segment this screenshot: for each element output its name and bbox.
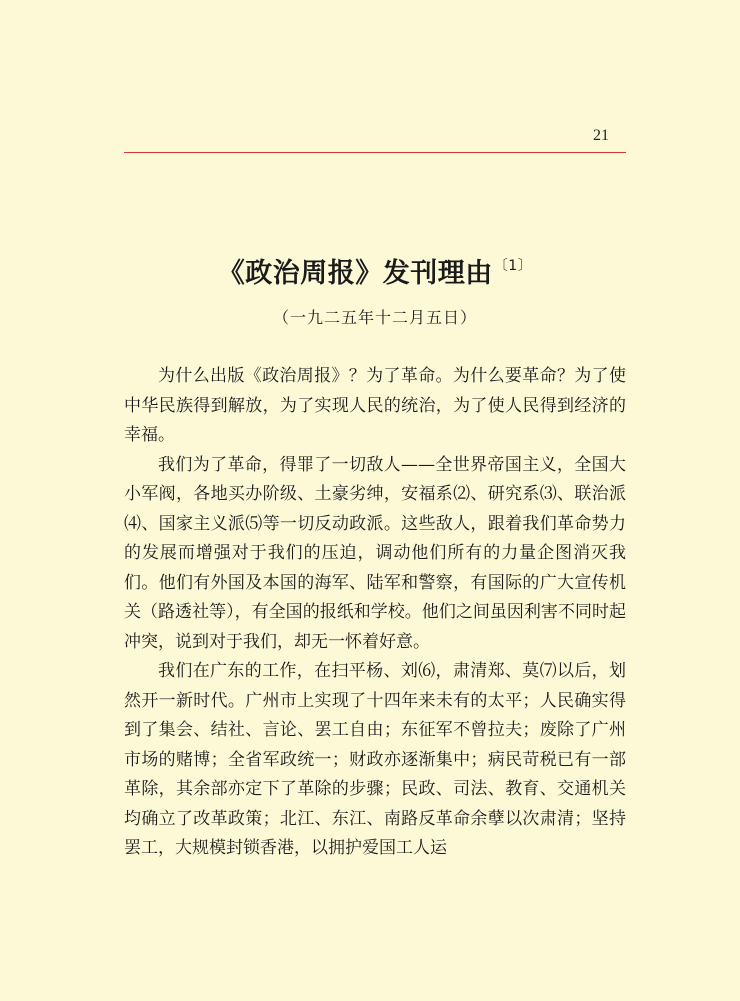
- paragraph-2: 我们为了革命，得罪了一切敌人——全世界帝国主义，全国大小军阀，各地买办阶级、土豪劣绅，安福系⑵、研究系⑶、联治派⑷、国家主义派⑸等一切反动政派。这些敌人，跟着我们革命势力的发展而增强对于我们的压迫，调动他们所有的力量企图消灭我们。他们有外国及本国的海军、陆军和警察，有国际的广大宣传机关（路透社等），有全国的报纸和学校。他们之间虽因利害不同时起冲突，说到对于我们，却无一怀着好意。: [124, 454, 626, 652]
- title-footnote-marker: 〔1〕: [493, 258, 533, 274]
- paragraph-3: 我们在广东的工作，在扫平杨、刘⑹，肃清郑、莫⑺以后，划然开一新时代。广州市上实现了十四年来未有的太平；人民确实得到了集会、结社、言论、罢工自由；东征军不曾拉夫；废除了广州市场的赌博；全省军政统一；财政亦逐渐集中；病民苛税已有一部革除，其余部亦定下了革除的步骤；民政、司法、教育、交通机关均确立了改革政策；北江、东江、南路反革命余孽以次肃清；坚持罢工，大规模封锁香港，以拥护爱国工人运: [124, 661, 626, 858]
- article-date: （一九二五年十二月五日）: [272, 308, 477, 327]
- paragraph-1: 为什么出版《政治周报》？为了革命。为什么要革命？为了使中华民族得到解放，为了实现人民的统治，为了使人民得到经济的幸福。: [124, 366, 626, 445]
- article-title: [124, 246, 626, 294]
- page-number: 21: [593, 127, 609, 144]
- article-body: [124, 362, 626, 864]
- header-rule: [124, 152, 626, 153]
- article-title-text: 《政治周报》发刊理由: [217, 258, 493, 289]
